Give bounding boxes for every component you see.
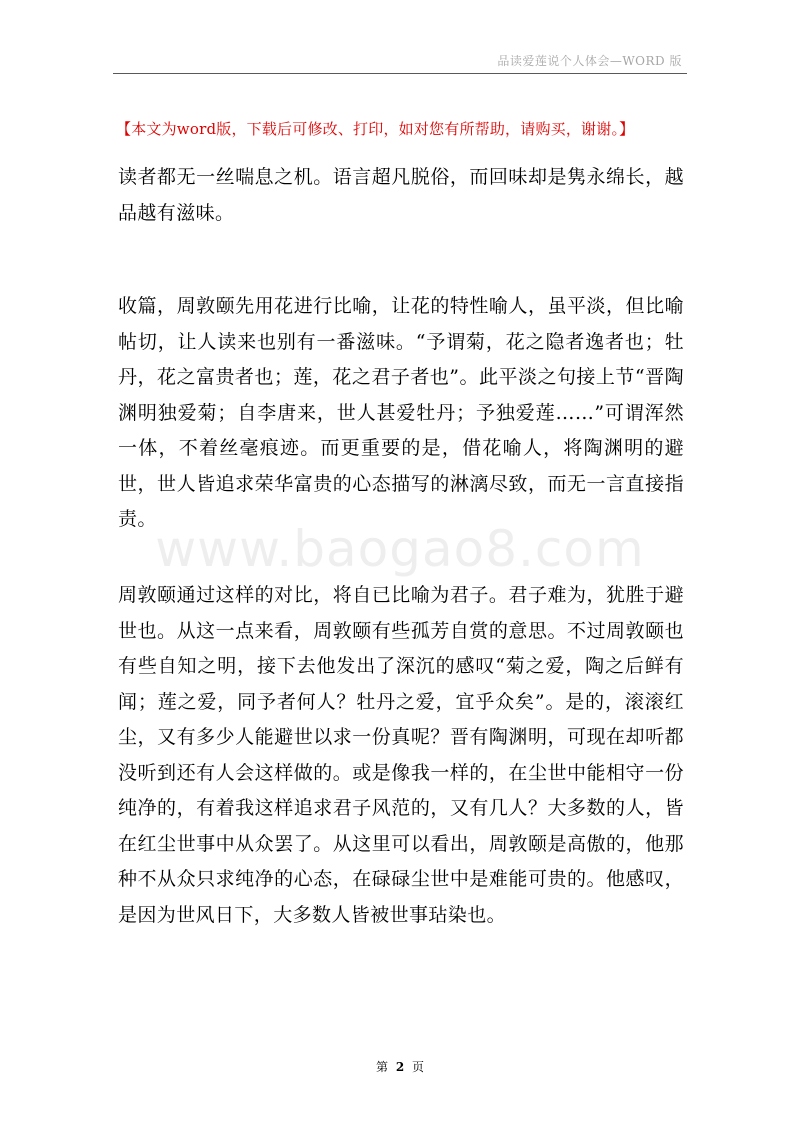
page-footer [0, 1058, 800, 1075]
body-paragraph: 周敦颐通过这样的对比，将自已比喻为君子。君子难为，犹胜于避世也。从这一点来看，周敦颐有些孤芳自赏的意思。不过周敦颐也有些自知之明，接下去他发出了深沉的感叹“菊之爱，陶之后鲜有闻；莲之爱，同予者何人？牡丹之爱，宜乎众矣”。是的，滚滚红尘，又有多少人能避世以求一份真呢？晋有陶渊明，可现在却听都没听到还有人会这样做的。或是像我一样的，在尘世中能相守一份纯净的，有着我这样追求君子风范的，又有几人？大多数的人，皆在红尘世事中从众罢了。从这里可以看出，周敦颐是高傲的，他那种不从众只求纯净的心态，在碌碌尘世中是难能可贵的。他感叹，是因为世风日下，大多数人皆被世事玷染也。 [118, 584, 684, 926]
header-divider [113, 73, 687, 74]
body-paragraph: 收篇，周敦颐先用花进行比喻，让花的特性喻人，虽平淡，但比喻帖切，让人读来也别有一番滋味。“予谓菊，花之隐者逸者也；牡丹，花之富贵者也；莲，花之君子者也”。此平淡之句接上节“晋陶渊明独爱菊；自李唐来，世人甚爱牡丹；予独爱莲……”可谓浑然一体，不着丝毫痕迹。而更重要的是，借花喻人，将陶渊明的避世，世人皆追求荣华富贵的心态描写的淋漓尽致，而无一言直接指责。 [118, 295, 684, 530]
download-notice: 【本文为word版，下载后可修改、打印，如对您有所帮助，请购买，谢谢。】 [116, 120, 635, 138]
document-header-title: 品读爱莲说个人体会—WORD 版 [497, 54, 682, 68]
page-number: 2 [395, 1060, 405, 1074]
watermark: www.baogao8.com [155, 520, 645, 578]
page-suffix: 页 [412, 1060, 425, 1074]
page-prefix: 第 [375, 1060, 388, 1074]
body-paragraph: 读者都无一丝喘息之机。语言超凡脱俗，而回味却是隽永绵长，越品越有滋味。 [118, 166, 684, 224]
